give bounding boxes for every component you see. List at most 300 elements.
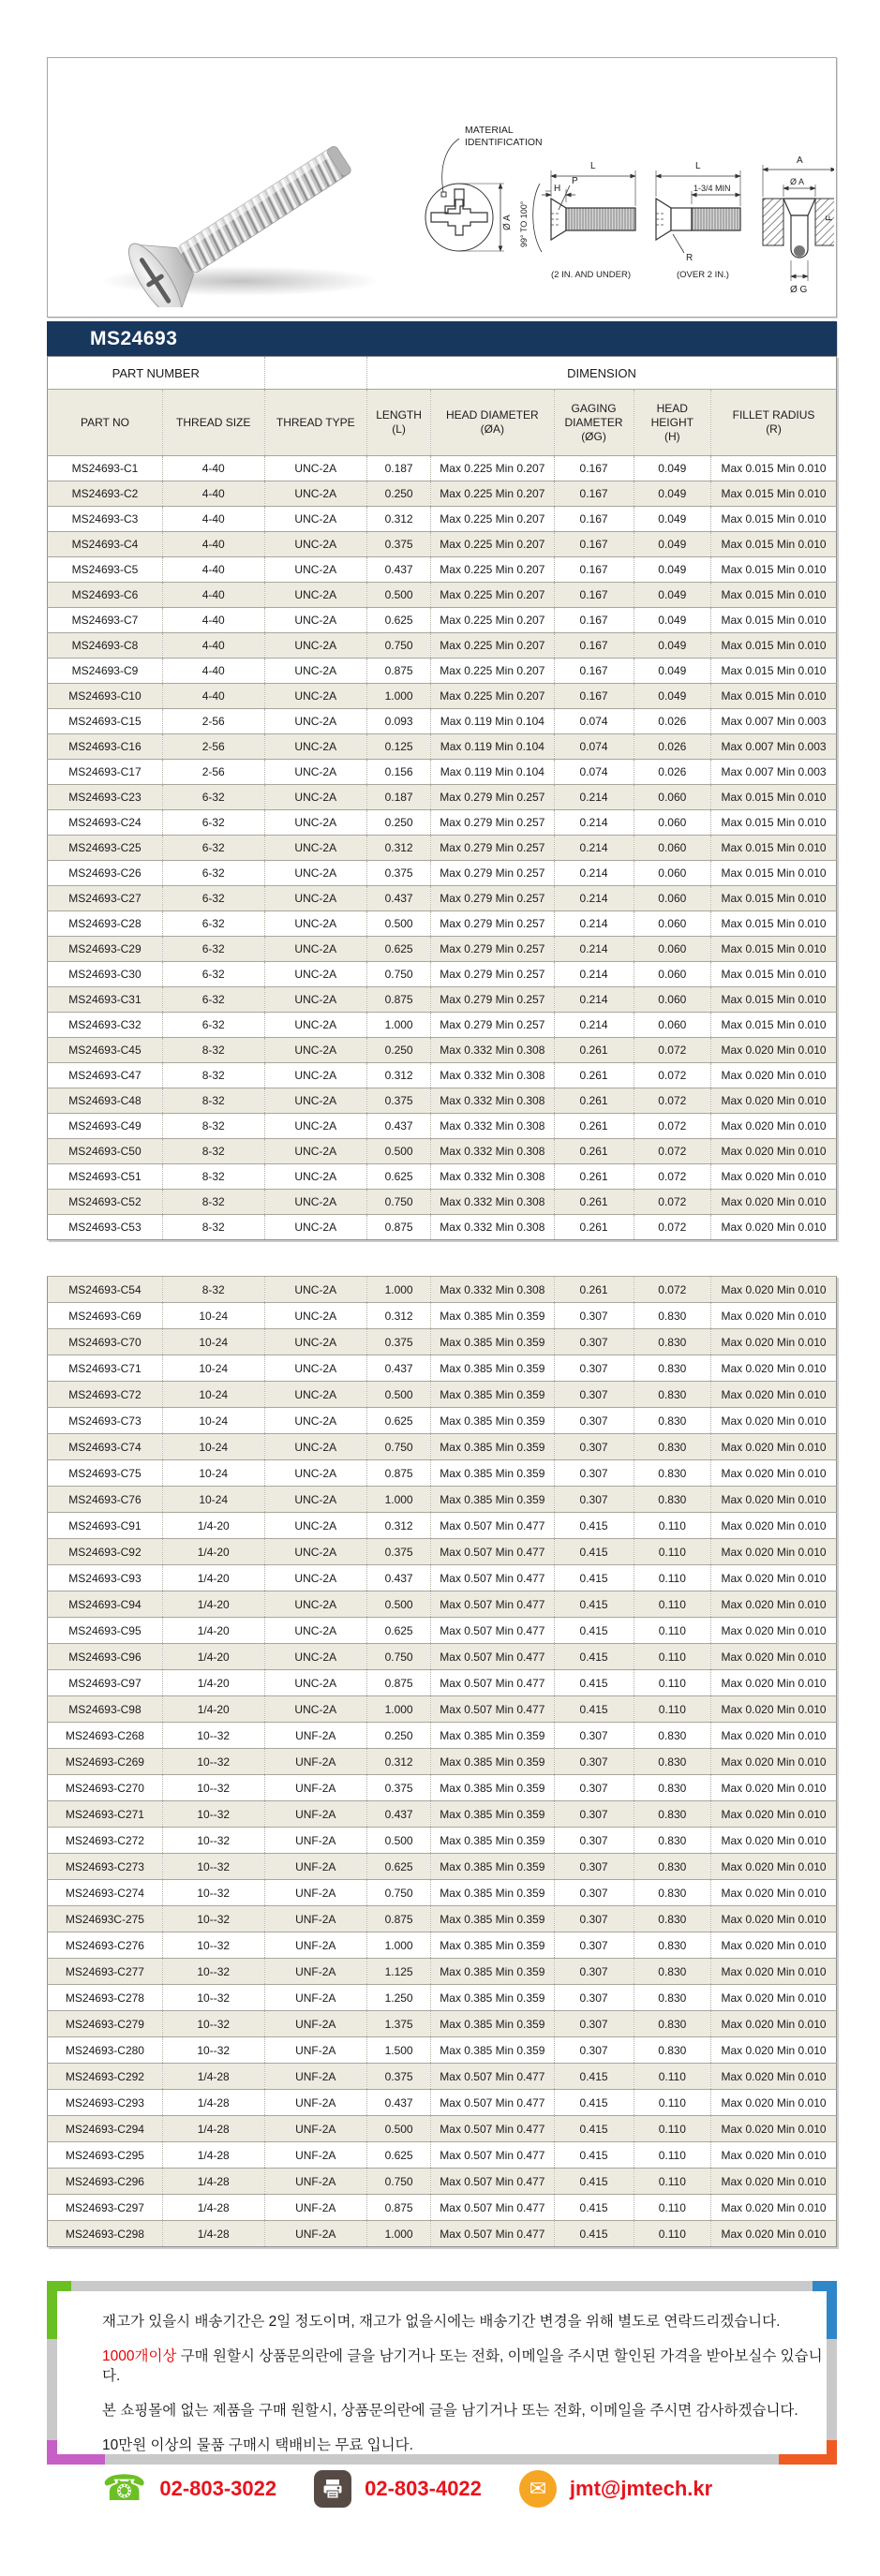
table-cell: Max 0.020 Min 0.010 bbox=[711, 1801, 837, 1828]
table-cell: 1.250 bbox=[366, 1985, 430, 2011]
table-cell: 0.830 bbox=[634, 1828, 711, 1854]
table-cell: Max 0.385 Min 0.359 bbox=[431, 1749, 554, 1775]
table-cell: 0.830 bbox=[634, 1959, 711, 1985]
table-cell: UNC-2A bbox=[264, 1434, 366, 1460]
table-cell: UNC-2A bbox=[264, 1088, 366, 1114]
table-cell: 0.415 bbox=[554, 2142, 634, 2169]
table-cell: 0.307 bbox=[554, 1880, 634, 1906]
table-cell: 0.312 bbox=[366, 507, 430, 532]
table-cell: Max 0.225 Min 0.207 bbox=[431, 583, 554, 608]
table-cell: Max 0.020 Min 0.010 bbox=[711, 1670, 837, 1696]
table-cell: 0.307 bbox=[554, 1460, 634, 1487]
table-cell: 0.307 bbox=[554, 1775, 634, 1801]
table-cell: 0.437 bbox=[366, 1801, 430, 1828]
table-cell: UNC-2A bbox=[264, 734, 366, 760]
table-cell: Max 0.020 Min 0.010 bbox=[711, 2221, 837, 2247]
table-cell: MS24693-C1 bbox=[48, 456, 163, 481]
table-cell: 6-32 bbox=[162, 987, 264, 1013]
table-cell: 0.437 bbox=[366, 1355, 430, 1382]
table-cell: 0.437 bbox=[366, 2090, 430, 2116]
table-cell: UNC-2A bbox=[264, 1164, 366, 1190]
table-cell: MS24693-C96 bbox=[48, 1644, 163, 1670]
table-cell: 0.415 bbox=[554, 2116, 634, 2142]
table-cell: MS24693-C97 bbox=[48, 1670, 163, 1696]
table-cell: MS24693-C271 bbox=[48, 1801, 163, 1828]
table-cell: 10-24 bbox=[162, 1434, 264, 1460]
table-cell: Max 0.020 Min 0.010 bbox=[711, 1513, 837, 1539]
table-row bbox=[48, 633, 837, 659]
table-cell: UNF-2A bbox=[264, 1880, 366, 1906]
table-row bbox=[48, 1355, 837, 1382]
table-cell: Max 0.385 Min 0.359 bbox=[431, 1880, 554, 1906]
table-cell: 0.060 bbox=[634, 987, 711, 1013]
table-cell: MS24693-C295 bbox=[48, 2142, 163, 2169]
table-row bbox=[48, 1382, 837, 1408]
table-row bbox=[48, 2064, 837, 2090]
table-row bbox=[48, 1434, 837, 1460]
table-cell: 0.830 bbox=[634, 1749, 711, 1775]
l-label-view3: L bbox=[695, 161, 701, 171]
table-cell: Max 0.020 Min 0.010 bbox=[711, 2195, 837, 2221]
table-cell: 0.830 bbox=[634, 1434, 711, 1460]
table-cell: MS24693-C32 bbox=[48, 1013, 163, 1038]
dia-a-label-view1: Ø A bbox=[502, 215, 513, 230]
table-cell: 0.049 bbox=[634, 633, 711, 659]
table-cell: 0.750 bbox=[366, 2169, 430, 2195]
table-cell: Max 0.020 Min 0.010 bbox=[711, 1382, 837, 1408]
page-content bbox=[47, 57, 837, 356]
dia-g-label: Ø G bbox=[790, 285, 808, 295]
table-cell: 0.049 bbox=[634, 583, 711, 608]
table-cell: Max 0.020 Min 0.010 bbox=[711, 1063, 837, 1088]
table-row bbox=[48, 608, 837, 633]
table-cell: UNC-2A bbox=[264, 456, 366, 481]
table-cell: Max 0.015 Min 0.010 bbox=[711, 785, 837, 810]
table-cell: 0.830 bbox=[634, 1408, 711, 1434]
table-cell: Max 0.507 Min 0.477 bbox=[431, 1591, 554, 1618]
table-cell: 0.625 bbox=[366, 2142, 430, 2169]
table-cell: 0.875 bbox=[366, 987, 430, 1013]
table-cell: 0.167 bbox=[554, 659, 634, 684]
table-cell: Max 0.225 Min 0.207 bbox=[431, 557, 554, 583]
table-cell: UNC-2A bbox=[264, 557, 366, 583]
column-header-row bbox=[48, 390, 837, 456]
table-cell: MS24693-C269 bbox=[48, 1749, 163, 1775]
table-cell: 0.307 bbox=[554, 1749, 634, 1775]
table-cell: 0.307 bbox=[554, 1801, 634, 1828]
table-cell: 0.875 bbox=[366, 659, 430, 684]
table-cell: 0.830 bbox=[634, 1906, 711, 1932]
col-header-fillet-radius: FILLET RADIUS (R) bbox=[711, 390, 837, 456]
table-cell: 0.156 bbox=[366, 760, 430, 785]
table-cell: UNC-2A bbox=[264, 760, 366, 785]
table-row bbox=[48, 583, 837, 608]
table-cell: Max 0.020 Min 0.010 bbox=[711, 2169, 837, 2195]
table-cell: UNC-2A bbox=[264, 1644, 366, 1670]
table-cell: 0.415 bbox=[554, 2221, 634, 2247]
table-cell: 0.437 bbox=[366, 886, 430, 911]
table-cell: 6-32 bbox=[162, 886, 264, 911]
table-cell: Max 0.020 Min 0.010 bbox=[711, 1618, 837, 1644]
table-cell: 6-32 bbox=[162, 962, 264, 987]
table-row bbox=[48, 1038, 837, 1063]
table-cell: 6-32 bbox=[162, 1013, 264, 1038]
table-row bbox=[48, 1164, 837, 1190]
table-cell: Max 0.020 Min 0.010 bbox=[711, 1139, 837, 1164]
table-cell: UNF-2A bbox=[264, 2090, 366, 2116]
table-cell: Max 0.020 Min 0.010 bbox=[711, 1088, 837, 1114]
table-cell: Max 0.020 Min 0.010 bbox=[711, 1355, 837, 1382]
table-cell: MS24693-C51 bbox=[48, 1164, 163, 1190]
table-cell: 0.060 bbox=[634, 785, 711, 810]
table-cell: 0.437 bbox=[366, 1565, 430, 1591]
table-cell: 0.750 bbox=[366, 633, 430, 659]
title-bar bbox=[47, 321, 837, 356]
table-cell: 0.060 bbox=[634, 836, 711, 861]
table-cell: 0.049 bbox=[634, 456, 711, 481]
table-cell: Max 0.015 Min 0.010 bbox=[711, 911, 837, 937]
notice-line-3: 본 쇼핑몰에 없는 제품을 구매 원할시, 상품문의란에 글을 남기거나 또는 전화, 이메일을 주시면 감사하겠습니다. bbox=[102, 2403, 798, 2419]
table-cell: UNF-2A bbox=[264, 1775, 366, 1801]
table-cell: Max 0.507 Min 0.477 bbox=[431, 2169, 554, 2195]
table-cell: 0.415 bbox=[554, 2169, 634, 2195]
table-cell: 0.415 bbox=[554, 1591, 634, 1618]
table-cell: 0.830 bbox=[634, 1303, 711, 1329]
table-cell: MS24693-C296 bbox=[48, 2169, 163, 2195]
table-cell: 0.307 bbox=[554, 1985, 634, 2011]
col-header-thread-size: THREAD SIZE bbox=[162, 390, 264, 456]
table-cell: 0.415 bbox=[554, 2195, 634, 2221]
table-cell: 0.110 bbox=[634, 1591, 711, 1618]
table-cell: UNC-2A bbox=[264, 1408, 366, 1434]
material-id-label2: IDENTIFICATION bbox=[465, 137, 543, 148]
product-image-panel bbox=[47, 57, 837, 318]
table-cell: 0.307 bbox=[554, 1723, 634, 1749]
table-cell: Max 0.225 Min 0.207 bbox=[431, 507, 554, 532]
table-cell: 10--32 bbox=[162, 1723, 264, 1749]
table-cell: Max 0.119 Min 0.104 bbox=[431, 734, 554, 760]
table-cell: UNC-2A bbox=[264, 962, 366, 987]
table-cell: UNF-2A bbox=[264, 2116, 366, 2142]
table-cell: 1.000 bbox=[366, 1932, 430, 1959]
table-cell: 0.415 bbox=[554, 1539, 634, 1565]
table-cell: Max 0.020 Min 0.010 bbox=[711, 2011, 837, 2037]
table-cell: UNC-2A bbox=[264, 1696, 366, 1723]
table-row bbox=[48, 1565, 837, 1591]
table-cell: 0.072 bbox=[634, 1038, 711, 1063]
table-cell: 0.625 bbox=[366, 1854, 430, 1880]
table-cell: 2-56 bbox=[162, 709, 264, 734]
table-cell: UNC-2A bbox=[264, 1355, 366, 1382]
table-cell: MS24693-C3 bbox=[48, 507, 163, 532]
table-cell: 0.312 bbox=[366, 836, 430, 861]
table-cell: 0.072 bbox=[634, 1190, 711, 1215]
table-cell: 1/4-28 bbox=[162, 2169, 264, 2195]
table-row bbox=[48, 785, 837, 810]
table-cell: 0.167 bbox=[554, 684, 634, 709]
table-cell: Max 0.385 Min 0.359 bbox=[431, 1854, 554, 1880]
table-row bbox=[48, 1513, 837, 1539]
table-cell: 0.049 bbox=[634, 684, 711, 709]
table-cell: 10--32 bbox=[162, 2037, 264, 2064]
table-row bbox=[48, 1828, 837, 1854]
table-cell: 0.110 bbox=[634, 1618, 711, 1644]
table-cell: 0.830 bbox=[634, 1329, 711, 1355]
table-cell: 10--32 bbox=[162, 1854, 264, 1880]
table-cell: Max 0.385 Min 0.359 bbox=[431, 1303, 554, 1329]
table-cell: Max 0.015 Min 0.010 bbox=[711, 608, 837, 633]
table-cell: Max 0.015 Min 0.010 bbox=[711, 481, 837, 507]
table-cell: 0.307 bbox=[554, 1303, 634, 1329]
table-cell: UNC-2A bbox=[264, 911, 366, 937]
table-cell: UNF-2A bbox=[264, 1749, 366, 1775]
table-row bbox=[48, 1408, 837, 1434]
table-row bbox=[48, 1303, 837, 1329]
table-cell: 10-24 bbox=[162, 1460, 264, 1487]
table-cell: Max 0.385 Min 0.359 bbox=[431, 2011, 554, 2037]
table-cell: 0.214 bbox=[554, 861, 634, 886]
table-cell: UNC-2A bbox=[264, 1591, 366, 1618]
table-cell: Max 0.020 Min 0.010 bbox=[711, 1932, 837, 1959]
table-cell: 0.214 bbox=[554, 810, 634, 836]
table-cell: 0.049 bbox=[634, 608, 711, 633]
table-cell: UNC-2A bbox=[264, 583, 366, 608]
table-cell: 8-32 bbox=[162, 1063, 264, 1088]
table-cell: 0.093 bbox=[366, 709, 430, 734]
table-cell: Max 0.119 Min 0.104 bbox=[431, 760, 554, 785]
table-cell: Max 0.020 Min 0.010 bbox=[711, 1329, 837, 1355]
table-row bbox=[48, 1190, 837, 1215]
table-cell: 10--32 bbox=[162, 2011, 264, 2037]
table-cell: Max 0.385 Min 0.359 bbox=[431, 1460, 554, 1487]
table-cell: 0.830 bbox=[634, 1487, 711, 1513]
table-cell: 10--32 bbox=[162, 1906, 264, 1932]
table-cell: UNF-2A bbox=[264, 1723, 366, 1749]
table-row bbox=[48, 2037, 837, 2064]
table-cell: 0.060 bbox=[634, 810, 711, 836]
table-cell: MS24693-C293 bbox=[48, 2090, 163, 2116]
table-cell: Max 0.279 Min 0.257 bbox=[431, 1013, 554, 1038]
table-cell: 0.375 bbox=[366, 861, 430, 886]
table-cell: UNC-2A bbox=[264, 785, 366, 810]
dia-a-label-view4: Ø A bbox=[790, 177, 805, 186]
table-cell: Max 0.507 Min 0.477 bbox=[431, 1565, 554, 1591]
table-row bbox=[48, 1277, 837, 1303]
table-cell: 0.214 bbox=[554, 1013, 634, 1038]
table-row bbox=[48, 911, 837, 937]
table-cell: 1.500 bbox=[366, 2037, 430, 2064]
table-cell: Max 0.507 Min 0.477 bbox=[431, 2221, 554, 2247]
table-cell: 0.072 bbox=[634, 1063, 711, 1088]
table-cell: 0.500 bbox=[366, 1591, 430, 1618]
corner-accent-orange2 bbox=[827, 2440, 837, 2465]
table-cell: 0.875 bbox=[366, 1460, 430, 1487]
table-cell: MS24693-C17 bbox=[48, 760, 163, 785]
table-cell: 0.307 bbox=[554, 2011, 634, 2037]
table-cell: MS24693-C16 bbox=[48, 734, 163, 760]
table-cell: Max 0.007 Min 0.003 bbox=[711, 734, 837, 760]
table-cell: Max 0.020 Min 0.010 bbox=[711, 1038, 837, 1063]
h-label: H bbox=[554, 184, 561, 194]
table-cell: MS24693-C298 bbox=[48, 2221, 163, 2247]
table-cell: 0.167 bbox=[554, 532, 634, 557]
table-cell: MS24693-C95 bbox=[48, 1618, 163, 1644]
table-cell: Max 0.225 Min 0.207 bbox=[431, 608, 554, 633]
table-cell: UNC-2A bbox=[264, 1063, 366, 1088]
table-cell: 1.000 bbox=[366, 1696, 430, 1723]
table-cell: Max 0.020 Min 0.010 bbox=[711, 1565, 837, 1591]
table-cell: UNF-2A bbox=[264, 2037, 366, 2064]
table-cell: 0.750 bbox=[366, 1190, 430, 1215]
table-cell: UNC-2A bbox=[264, 709, 366, 734]
table-cell: 0.500 bbox=[366, 1382, 430, 1408]
table-cell: 10--32 bbox=[162, 1932, 264, 1959]
table-cell: 0.830 bbox=[634, 1775, 711, 1801]
table-cell: 0.110 bbox=[634, 1670, 711, 1696]
table-row bbox=[48, 709, 837, 734]
table-cell: 0.830 bbox=[634, 1355, 711, 1382]
table-cell: Max 0.020 Min 0.010 bbox=[711, 1880, 837, 1906]
page-title: MS24693 bbox=[90, 327, 178, 349]
table-cell: MS24693-C24 bbox=[48, 810, 163, 836]
table-cell: 0.750 bbox=[366, 962, 430, 987]
table-cell: Max 0.507 Min 0.477 bbox=[431, 1513, 554, 1539]
table-cell: 0.830 bbox=[634, 1723, 711, 1749]
table-cell: Max 0.332 Min 0.308 bbox=[431, 1139, 554, 1164]
table-cell: 0.830 bbox=[634, 1880, 711, 1906]
table-cell: Max 0.007 Min 0.003 bbox=[711, 709, 837, 734]
table-cell: 0.307 bbox=[554, 1382, 634, 1408]
table-cell: Max 0.507 Min 0.477 bbox=[431, 1670, 554, 1696]
table-cell: 0.375 bbox=[366, 1329, 430, 1355]
table-cell: 0.214 bbox=[554, 886, 634, 911]
table-cell: 0.110 bbox=[634, 1696, 711, 1723]
table-cell: UNF-2A bbox=[264, 1985, 366, 2011]
table-cell: MS24693-C27 bbox=[48, 886, 163, 911]
col-header-head-diameter: HEAD DIAMETER (ØA) bbox=[431, 390, 554, 456]
table-row bbox=[48, 2116, 837, 2142]
table-cell: 0.074 bbox=[554, 760, 634, 785]
table-cell: UNF-2A bbox=[264, 2169, 366, 2195]
table-cell: UNF-2A bbox=[264, 1959, 366, 1985]
table-cell: 0.167 bbox=[554, 583, 634, 608]
table-cell: Max 0.007 Min 0.003 bbox=[711, 760, 837, 785]
table-cell: 10-24 bbox=[162, 1329, 264, 1355]
table-cell: 1/4-20 bbox=[162, 1670, 264, 1696]
table-cell: 0.261 bbox=[554, 1063, 634, 1088]
table-cell: Max 0.225 Min 0.207 bbox=[431, 684, 554, 709]
table-row bbox=[48, 1591, 837, 1618]
table-cell: 0.307 bbox=[554, 1355, 634, 1382]
table-cell: UNC-2A bbox=[264, 1513, 366, 1539]
table-cell: UNF-2A bbox=[264, 2195, 366, 2221]
angle-label: 99° TO 100° bbox=[519, 200, 529, 247]
table-row bbox=[48, 1932, 837, 1959]
table-cell: UNF-2A bbox=[264, 1906, 366, 1932]
table-cell: UNC-2A bbox=[264, 810, 366, 836]
table-cell: 0.110 bbox=[634, 2090, 711, 2116]
table-cell: UNC-2A bbox=[264, 1277, 366, 1303]
table-cell: 1.000 bbox=[366, 1487, 430, 1513]
table-row bbox=[48, 1063, 837, 1088]
table-row bbox=[48, 532, 837, 557]
table-cell: UNF-2A bbox=[264, 1828, 366, 1854]
table-cell: Max 0.015 Min 0.010 bbox=[711, 962, 837, 987]
table-cell: Max 0.020 Min 0.010 bbox=[711, 2142, 837, 2169]
table-cell: 0.375 bbox=[366, 1088, 430, 1114]
table-row bbox=[48, 1644, 837, 1670]
table-cell: 0.167 bbox=[554, 481, 634, 507]
table-cell: 1.375 bbox=[366, 2011, 430, 2037]
spec-table-2 bbox=[47, 1276, 837, 2247]
table-cell: 0.261 bbox=[554, 1277, 634, 1303]
table-cell: MS24693-C297 bbox=[48, 2195, 163, 2221]
table-cell: UNC-2A bbox=[264, 1670, 366, 1696]
spec-table-1 bbox=[47, 356, 837, 1240]
table-cell: 0.307 bbox=[554, 1906, 634, 1932]
table-cell: Max 0.015 Min 0.010 bbox=[711, 583, 837, 608]
table-cell: UNC-2A bbox=[264, 532, 366, 557]
table-cell: Max 0.015 Min 0.010 bbox=[711, 836, 837, 861]
table-row bbox=[48, 1670, 837, 1696]
table-cell: Max 0.020 Min 0.010 bbox=[711, 1277, 837, 1303]
table-cell: MS24693-C93 bbox=[48, 1565, 163, 1591]
table-cell: Max 0.015 Min 0.010 bbox=[711, 886, 837, 911]
material-id-label: MATERIAL bbox=[465, 125, 514, 136]
caption-short: (2 IN. AND UNDER) bbox=[551, 270, 631, 280]
table-cell: 10--32 bbox=[162, 1828, 264, 1854]
table-cell: Max 0.020 Min 0.010 bbox=[711, 1408, 837, 1434]
table-cell: MS24693-C272 bbox=[48, 1828, 163, 1854]
table-cell: 0.375 bbox=[366, 1539, 430, 1565]
table-cell: 0.110 bbox=[634, 1644, 711, 1670]
table-cell: UNC-2A bbox=[264, 1190, 366, 1215]
table-cell: 0.875 bbox=[366, 2195, 430, 2221]
screw-photo bbox=[57, 67, 432, 307]
table-cell: 0.750 bbox=[366, 1434, 430, 1460]
table-cell: UNC-2A bbox=[264, 1038, 366, 1063]
table-cell: 10--32 bbox=[162, 1749, 264, 1775]
table-cell: UNC-2A bbox=[264, 1303, 366, 1329]
table-cell: Max 0.020 Min 0.010 bbox=[711, 1906, 837, 1932]
table-row bbox=[48, 659, 837, 684]
table-cell: 1.125 bbox=[366, 1959, 430, 1985]
corner-accent-green2 bbox=[47, 2281, 71, 2291]
table-cell: 1/4-20 bbox=[162, 1565, 264, 1591]
table-row bbox=[48, 1723, 837, 1749]
table-cell: Max 0.225 Min 0.207 bbox=[431, 532, 554, 557]
table-row bbox=[48, 1618, 837, 1644]
table-cell: 0.049 bbox=[634, 557, 711, 583]
table-cell: 0.307 bbox=[554, 1932, 634, 1959]
table-cell: Max 0.020 Min 0.010 bbox=[711, 2064, 837, 2090]
table-cell: 0.060 bbox=[634, 911, 711, 937]
table-cell: 4-40 bbox=[162, 532, 264, 557]
table-cell: 0.261 bbox=[554, 1139, 634, 1164]
table-cell: 10--32 bbox=[162, 1775, 264, 1801]
table-cell: 4-40 bbox=[162, 659, 264, 684]
table-cell: Max 0.225 Min 0.207 bbox=[431, 633, 554, 659]
table-cell: UNC-2A bbox=[264, 1565, 366, 1591]
table-cell: 0.625 bbox=[366, 1164, 430, 1190]
email-address[interactable]: jmt@jmtech.kr bbox=[569, 2477, 713, 2500]
table-cell: 1.000 bbox=[366, 684, 430, 709]
table-cell: 0.312 bbox=[366, 1303, 430, 1329]
phone-icon: ☎ bbox=[102, 2469, 147, 2509]
table-cell: 0.830 bbox=[634, 1382, 711, 1408]
notice-box bbox=[47, 2281, 837, 2509]
table-cell: 0.307 bbox=[554, 1828, 634, 1854]
